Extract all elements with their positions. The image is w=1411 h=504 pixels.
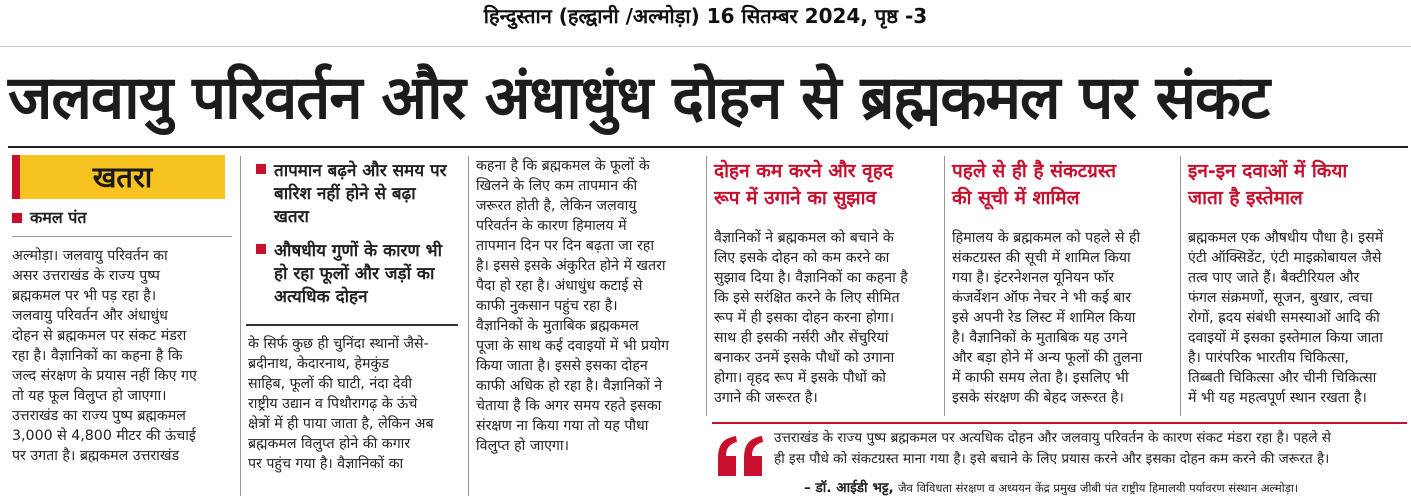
author-name: कमल पंत: [30, 208, 87, 227]
column-1-text: [12, 246, 240, 466]
text-line: दोहन से ब्रह्मकमल पर संकट मंडरा: [12, 328, 187, 344]
text-line: इसके संरक्षण की बेहद जरूरत है।: [952, 390, 1124, 406]
text-line: तापमान दिन पर दिन बढ़ता जा रहा: [476, 238, 655, 254]
text-line: क्षेत्रों में ही पाया जाता है, लेकिन अब: [248, 416, 434, 432]
highlight-2-line1: औषधीय गुणों के कारण भी: [274, 241, 442, 261]
text-line: में काफी समय लेता है। इसलिए भी: [952, 370, 1129, 386]
text-line: कहना है कि ब्रह्मकमल के फूलों के: [476, 158, 650, 174]
highlight-2: [256, 240, 466, 309]
text-line: संरक्षण ना किया गया तो यह पौधा: [476, 418, 649, 434]
text-line: खिलने के लिए कम तापमान की: [476, 178, 638, 194]
text-line: पर उगता है। ब्रह्मकमल उत्तराखंड: [12, 448, 180, 464]
category-tag: [12, 155, 225, 199]
column-5-subhead: [952, 158, 1178, 212]
text-line: कंजर्वेशन ऑफ नेचर ने भी कई बार: [952, 290, 1131, 306]
column-6-subhead-line2: जाता है इस्तेमाल: [1188, 187, 1303, 209]
column-4-subhead: [714, 158, 940, 212]
text-line: काफी अधिक हो रहा है। वैज्ञानिकों ने: [476, 378, 663, 394]
quote-attribution: [804, 478, 1298, 498]
text-line: ब्रदीनाथ, केदारनाथ, हेमकुंड: [248, 356, 389, 372]
text-line: पूजा के साथ कई दवाइयों में भी प्रयोग: [476, 338, 669, 354]
column-3-text: [476, 156, 706, 456]
column-5-text: [952, 228, 1178, 408]
text-line: कि इसे सरंक्षित करने के लिए सीमित: [714, 290, 900, 306]
text-line: विलुप्त हो जाएगा।: [476, 438, 569, 454]
text-line: साहिब, फूलों की घाटी, नंदा देवी: [248, 376, 413, 392]
text-line: इसे अपनी रेड लिस्ट में शामिल किया: [952, 310, 1136, 326]
text-line: बनाकर उनमें इसके पौधों को उगाना: [714, 350, 895, 366]
quote-attribution-name: – डॉ. आईडी भट्ट,: [804, 480, 894, 496]
text-line: संकटग्रस्त की सूची में शामिल किया: [952, 250, 1131, 266]
text-line: जल्द संरक्षण के प्रयास नहीं किए गए: [12, 368, 197, 384]
text-line: तिब्बती चिकित्सा और चीनी चिकित्सा: [1188, 370, 1377, 386]
column-divider: [468, 156, 469, 496]
text-line: एंटी ऑक्सिडेंट, एंटी माइक्रोबायल जैसे: [1188, 250, 1382, 266]
text-line: तत्व पाए जाते हैं। बैक्टीरियल और: [1188, 270, 1360, 286]
quote-line1: उत्तराखंड के राज्य पुष्प ब्रह्मकमल पर अत्यधिक दोहन और जलवायु परिवर्तन के कारण संकट मंडरा रहा है। पहले से: [774, 430, 1331, 446]
text-line: फंगल संक्रमणों, सूजन, बुखार, त्वचा: [1188, 290, 1373, 306]
text-line: है। पारंपरिक भारतीय चिकित्सा,: [1188, 350, 1349, 366]
text-line: ब्रह्मकमल विलुप्त होने की कगार: [248, 436, 411, 452]
text-line: गया है। इंटरनेशनल यूनियन फॉर: [952, 270, 1115, 286]
text-line: सुझाव दिया है। वैज्ञानिकों का कहना है: [714, 270, 908, 286]
text-line: उगाने की जरूरत है।: [714, 390, 818, 406]
text-line: दवाइयों में इसका इस्तेमाल किया जाता: [1188, 330, 1383, 346]
text-line: रहा है। वैज्ञानिकों का कहना है कि: [12, 348, 183, 364]
headline-rule: [8, 146, 1408, 148]
byline-divider: [12, 236, 232, 237]
text-line: जरूरत होती है, लेकिन जलवायु: [476, 198, 637, 214]
text-line: लिए इसके दोहन को कम करने का: [714, 250, 890, 266]
text-line: ब्रह्मकमल पर भी पड़ रहा है।: [12, 288, 157, 304]
highlight-1-line1: तापमान बढ़ने और समय पर: [274, 161, 447, 181]
text-line: रूप में ही इसका दोहन करना होगा।: [714, 310, 895, 326]
text-line: किया जाता है। इससे इसका दोहन: [476, 358, 648, 374]
text-line: ब्रह्मकमल एक औषधीय पौधा है। इसमें: [1188, 230, 1384, 246]
text-line: रोगों, ह्रदय संबंधी समस्याओं आदि की: [1188, 310, 1380, 326]
quote-attribution-role: जैव विविधता संरक्षण व अध्ययन केंद्र प्रमुख जीबी पंत राष्ट्रीय हिमालयी पर्यावरण संस्थान अल्मोड़ा।: [898, 481, 1299, 495]
text-line: जलवायु परिवर्तन और अंधाधुंध: [12, 308, 168, 324]
author-byline: [12, 206, 86, 228]
text-line: और बड़ा होने में अन्य फूलों की तुलना: [952, 350, 1143, 366]
text-line: राष्ट्रीय उद्यान व पिथौरागढ़ के ऊंचे: [248, 396, 418, 412]
column-2-text: [248, 334, 468, 474]
highlight-1-line3: खतरा: [274, 207, 309, 227]
highlight-2-line3: अत्यधिक दोहन: [274, 287, 368, 307]
text-line: में भी यह महत्वपूर्ण स्थान रखता है।: [1188, 390, 1367, 406]
column-5-subhead-line2: की सूची में शामिल: [952, 187, 1080, 209]
text-line: उत्तराखंड का राज्य पुष्प ब्रह्मकमल: [12, 408, 186, 424]
highlight-2-line2: हो रहा फूलों और जड़ों का: [274, 264, 435, 284]
text-line: 3,000 से 4,800 मीटर की ऊंचाई: [12, 428, 196, 444]
text-line: तो यह फूल विलुप्त हो जाएगा।: [12, 388, 167, 404]
column-divider: [706, 156, 707, 416]
text-line: के सिर्फ कुछ ही चुनिंदा स्थानों जैसे-: [248, 336, 429, 352]
bullet-square-icon: [12, 213, 22, 223]
quote-line2: ही इस पौधे को संकटग्रस्त माना गया है। इसे बचाने के लिए प्रयास करने और इसका दोहन कम करने की जरूरत है।: [774, 451, 1330, 467]
column-4-subhead-line2: रूप में उगाने का सुझाव: [714, 187, 877, 209]
top-divider: [0, 46, 1411, 47]
text-line: काफी नुकसान पहुंच रहा है।: [476, 298, 618, 314]
highlight-divider: [246, 324, 458, 326]
column-4-text: [714, 228, 940, 408]
highlight-1: [256, 160, 466, 229]
column-5-subhead-line1: पहले से ही है संकटग्रस्त: [952, 160, 1117, 182]
text-line: साथ ही इसकी नर्सरी और सेंचुरियां: [714, 330, 889, 346]
quote-mark-icon: [714, 432, 766, 480]
highlight-1-line2: बारिश नहीं होने से बढ़ा: [274, 184, 416, 204]
bullet-square-icon: [256, 244, 266, 254]
text-line: असर उत्तराखंड के राज्य पुष्प: [12, 268, 160, 284]
quote-text: [774, 428, 1404, 470]
bullet-square-icon: [256, 164, 266, 174]
column-6-text: [1188, 228, 1408, 408]
newspaper-source-caption: हिन्दुस्तान (हल्द्वानी /अल्मोड़ा) 16 सितम्बर 2024, पृष्ठ -3: [483, 4, 928, 28]
column-4-subhead-line1: दोहन कम करने और वृहद: [714, 160, 893, 182]
column-divider: [1180, 156, 1181, 416]
text-line: पर पहुंच गया है। वैज्ञानिकों का: [248, 456, 404, 472]
text-line: हिमालय के ब्रह्मकमल को पहले से ही: [952, 230, 1141, 246]
column-divider: [944, 156, 945, 416]
text-line: वैज्ञानिकों के मुताबिक ब्रह्मकमल: [476, 318, 639, 334]
text-line: होगा। वृहद रूप में इसके पौधों को: [714, 370, 886, 386]
text-line: अल्मोड़ा। जलवायु परिवर्तन का: [12, 248, 168, 264]
column-6-subhead: [1188, 158, 1406, 212]
column-6-subhead-line1: इन-इन दवाओं में किया: [1188, 160, 1348, 182]
column-divider: [240, 156, 241, 496]
text-line: परिवर्तन के कारण हिमालय में: [476, 218, 627, 234]
text-line: पैदा हो रहा है। अंधाधुंध कटाई से: [476, 278, 643, 294]
text-line: वैज्ञानिकों ने ब्रह्मकमल को बचाने के: [714, 230, 894, 246]
text-line: चेताया है कि अगर समय रहते इसका: [476, 398, 662, 414]
category-tag-label: खतरा: [92, 160, 153, 194]
article-headline: जलवायु परिवर्तन और अंधाधुंध दोहन से ब्रह्मकमल पर संकट: [8, 63, 1270, 133]
text-line: है। इससे इसके अंकुरित होने में खतरा: [476, 258, 666, 274]
text-line: है। वैज्ञानिकों के मुताबिक यह उगने: [952, 330, 1128, 346]
